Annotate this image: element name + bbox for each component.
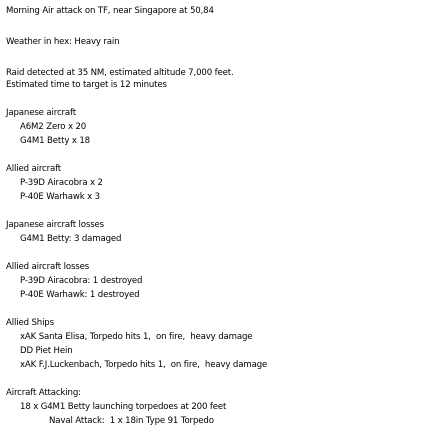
allied-aircraft-heading: Allied aircraft	[6, 164, 62, 174]
japanese-losses-heading: Japanese aircraft losses	[6, 220, 105, 230]
time-to-target-line: Estimated time to target is 12 minutes	[6, 80, 167, 90]
allied-losses-heading: Allied aircraft losses	[6, 262, 90, 272]
japanese-losses-item: G4M1 Betty: 3 damaged	[20, 234, 122, 244]
allied-ships-heading: Allied Ships	[6, 318, 54, 328]
japanese-aircraft-heading: Japanese aircraft	[6, 108, 76, 118]
allied-aircraft-item: P-39D Airacobra x 2	[20, 178, 103, 188]
raid-detected-line: Raid detected at 35 NM, estimated altitude 7,000 feet.	[6, 68, 234, 78]
allied-ship-item: xAK F.J.Luckenbach, Torpedo hits 1, on fire, heavy damage	[20, 360, 268, 370]
aircraft-attacking-line: 18 x G4M1 Betty launching torpedoes at 200 feet	[20, 402, 227, 412]
allied-ship-item: xAK Santa Elisa, Torpedo hits 1, on fire, heavy damage	[20, 332, 253, 342]
weather-line: Weather in hex: Heavy rain	[6, 37, 120, 47]
japanese-aircraft-item: G4M1 Betty x 18	[20, 136, 90, 146]
japanese-aircraft-item: A6M2 Zero x 20	[20, 122, 87, 132]
allied-ship-item: DD Piet Hein	[20, 346, 73, 356]
naval-attack-line: Naval Attack: 1 x 18in Type 91 Torpedo	[49, 416, 214, 426]
allied-aircraft-item: P-40E Warhawk x 3	[20, 192, 100, 202]
aircraft-attacking-heading: Aircraft Attacking:	[6, 388, 81, 398]
allied-losses-item: P-39D Airacobra: 1 destroyed	[20, 276, 143, 286]
report-header: Morning Air attack on TF, near Singapore at 50,84	[6, 6, 214, 16]
allied-losses-item: P-40E Warhawk: 1 destroyed	[20, 290, 140, 300]
